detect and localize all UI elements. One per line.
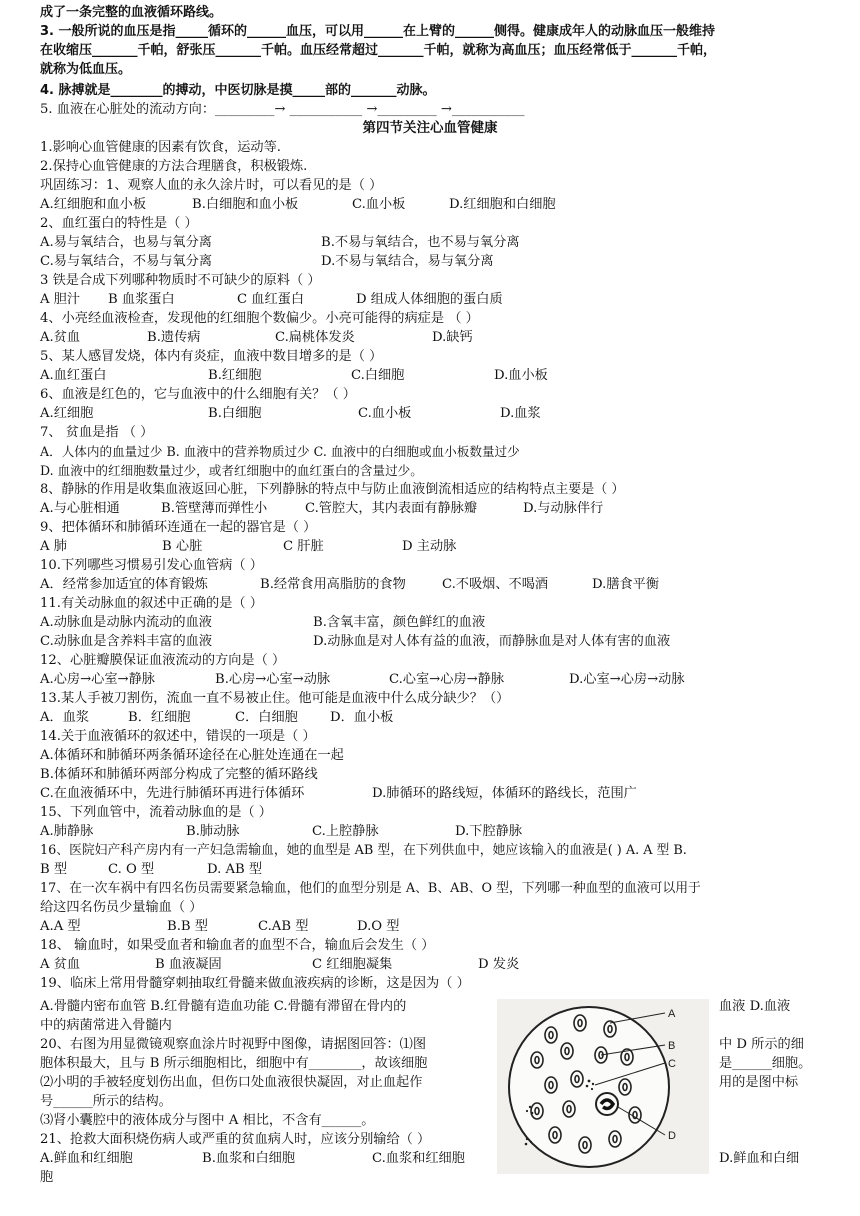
option-d: D.下腔静脉 xyxy=(455,824,523,839)
option-a: A．经常参加适宜的体育锻炼 xyxy=(40,577,208,592)
option-b: B.经常食用高脂肪的食物 xyxy=(260,577,406,592)
question-20-stem: 用的是图中标 xyxy=(719,1075,799,1090)
question-1-stem: 巩固练习：1、观察人血的永久涂片时，可以看见的是（ ） xyxy=(40,178,383,193)
question-19-options: A.骨髓内密布血管 B.红骨髓有造血功能 C.骨髓有滞留在骨内的 xyxy=(40,999,407,1014)
question-7-options: D. 血液中的红细胞数量过少，或者红细胞中的血红蛋白的含量过少。 xyxy=(40,463,423,478)
option-a: A.红细胞 xyxy=(40,406,94,421)
question-20-stem: 胞体积最大，且与 B 所示细胞相比，细胞中有________，故该细胞 xyxy=(40,1056,428,1071)
label-a: A xyxy=(668,1008,676,1020)
option-b: B.B 型 xyxy=(167,919,208,934)
option-a: A.易与氧结合，也易与氧分离 xyxy=(40,235,212,250)
question-20-stem: 号______所示的结构。 xyxy=(40,1094,172,1109)
option-c: C.血小板 xyxy=(358,406,412,421)
option-d: D 主动脉 xyxy=(402,539,457,554)
question-17-stem: 给这四名伤员少量输血（ ） xyxy=(40,900,203,915)
option-a: A 胆汁 xyxy=(40,292,81,307)
option-d: D.血小板 xyxy=(494,368,548,383)
option-d: D.心室→心房→动脉 xyxy=(569,672,685,687)
question-20-stem: 是______细胞。 xyxy=(719,1056,812,1071)
option-b: B.白细胞 xyxy=(208,406,262,421)
question-8-stem: 8、静脉的作用是收集血液返回心脏，下列静脉的特点中与防止血液倒流相适应的结构特点主要是（ ） xyxy=(40,482,625,497)
question-7-options: A．人体内的血量过少 B. 血液中的营养物质过少 C. 血液中的白细胞或血小板数量过少 xyxy=(40,444,520,459)
option-d: D.不易与氧结合，易与氧分离 xyxy=(321,254,494,269)
question-20-stem: ⑵小明的手被轻度划伤出血，但伤口处血液很快凝固，对止血起作 xyxy=(40,1075,423,1090)
option-c: C 红细胞凝集 xyxy=(312,957,393,972)
option-b: B.管壁薄而弹性小 xyxy=(161,501,268,516)
question-19-stem: 19、临床上常用骨髓穿刺抽取红骨髓来做血液疾病的诊断，这是因为（ ） xyxy=(40,976,470,991)
option-b: B 型 xyxy=(40,862,68,877)
option-d: D.与动脉伴行 xyxy=(523,501,604,516)
option-b: B.心房→心室→动脉 xyxy=(215,672,331,687)
label-b: B xyxy=(668,1040,676,1052)
option-c: C 肝脏 xyxy=(283,539,324,554)
option-a: A.动脉血是动脉内流动的血液 xyxy=(40,615,212,630)
question-3-line: 3. 一般所说的血压是指_____循环的______血压，可以用______在上臂的______侧得。健康成年人的动脉血压一般维持 xyxy=(40,24,716,39)
question-3-stem: 3 铁是合成下列哪种物质时不可缺少的原料（ ） xyxy=(40,273,321,288)
question-13-stem: 13.某人手被刀割伤，流血一直不易被止住。他可能是血液中什么成分缺少？（） xyxy=(40,691,510,706)
question-3-line: 在收缩压_______千帕，舒张压_______千帕。血压经常超过_______千帕，就称为高血压；血压经常低于_______千帕， xyxy=(40,43,717,58)
option-b: B.不易与氧结合，也不易与氧分离 xyxy=(321,235,520,250)
label-d: D xyxy=(668,1130,676,1142)
question-3-line: 就称为低血压。 xyxy=(40,62,132,77)
question-11-stem: 11.有关动脉血的叙述中正确的是（ ） xyxy=(40,596,263,611)
option-d: D.血浆 xyxy=(500,406,541,421)
question-19-options: 血液 D.血液 xyxy=(719,999,791,1014)
option-a: A．血浆 xyxy=(40,710,90,725)
option-b: B.体循环和肺循环两部分构成了完整的循环路线 xyxy=(40,767,318,782)
option-d: D．血小板 xyxy=(330,710,394,725)
option-a: A 肺 xyxy=(40,539,67,554)
option-d: D.鲜血和白细 xyxy=(719,1151,800,1166)
option-a: A.与心脏相通 xyxy=(40,501,120,516)
question-16-stem: 16、医院妇产科产房内有一产妇急需输血，她的血型是 AB 型，在下列供血中，她应该输入的血液是( ) A. A 型 B. xyxy=(40,843,687,858)
question-5-line: 5. 血液在心脏处的流动方向：_________→ ___________ →_________ →___________ xyxy=(40,102,525,117)
question-18-stem: 18、 输血时，如果受血者和输血者的血型不合，输血后会发生（ ） xyxy=(40,938,435,953)
option-c: C.动脉血是含养料丰富的血液 xyxy=(40,634,213,649)
question-20-stem: 中 D 所示的细 xyxy=(719,1037,804,1052)
option-a: A.A 型 xyxy=(40,919,81,934)
question-4-line: 4. 脉搏就是________的搏动，中医切脉是摸_____部的_______动脉。 xyxy=(40,83,436,98)
question-5-stem: 5、某人感冒发烧，体内有炎症，血液中数目增多的是（ ） xyxy=(40,349,383,364)
option-a: A 贫血 xyxy=(40,957,81,972)
option-b: B．红细胞 xyxy=(128,710,191,725)
question-21-stem: 21、抢救大面积烧伤病人或严重的贫血病人时，应该分别输给（ ） xyxy=(40,1132,431,1147)
option-d: D.红细胞和白细胞 xyxy=(449,197,556,212)
option-d: D.动脉血是对人体有益的血液，而静脉血是对人体有害的血液 xyxy=(313,634,671,649)
option-d-cont: 胞 xyxy=(40,1170,54,1185)
option-a: A.鲜血和红细胞 xyxy=(40,1151,133,1166)
option-b: B.血浆和白细胞 xyxy=(202,1151,296,1166)
blood-smear-diagram xyxy=(497,999,709,1174)
option-c: C.扁桃体发炎 xyxy=(275,330,355,345)
option-b: B.红细胞 xyxy=(208,368,262,383)
option-d: D 发炎 xyxy=(478,957,520,972)
option-d: D.O 型 xyxy=(357,919,400,934)
question-9-stem: 9、把体循环和肺循环连通在一起的器官是（ ） xyxy=(40,520,317,535)
option-b: B 血液凝固 xyxy=(155,957,222,972)
option-b: B.白细胞和血小板 xyxy=(192,197,299,212)
text-line: 成了一条完整的血液循环路线。 xyxy=(40,5,223,20)
question-20-stem: 20、右图为用显微镜观察血涂片时视野中图像，请据图回答：⑴图 xyxy=(40,1037,427,1052)
option-d: D.缺钙 xyxy=(432,330,473,345)
label-c: C xyxy=(668,1058,676,1070)
option-c: C.管腔大，其内表面有静脉瓣 xyxy=(305,501,478,516)
option-c: C.AB 型 xyxy=(258,919,309,934)
question-6-stem: 6、血液是红色的，它与血液中的什么细胞有关？（ ） xyxy=(40,387,356,402)
option-c: C.在血液循环中，先进行肺循环再进行体循环 xyxy=(40,786,305,801)
option-b: B.肺动脉 xyxy=(186,824,240,839)
question-20-stem: ⑶肾小囊腔中的液体成分与图中 A 相比，不含有______。 xyxy=(40,1113,375,1128)
option-b: B.遗传病 xyxy=(147,330,201,345)
option-a: A.贫血 xyxy=(40,330,81,345)
question-14-stem: 14.关于血液循环的叙述中，错误的一项是（ ） xyxy=(40,729,316,744)
question-15-stem: 15、下列血管中，流着动脉血的是（ ） xyxy=(40,805,272,820)
option-a: A.红细胞和血小板 xyxy=(40,197,147,212)
microscope-field xyxy=(509,1007,669,1167)
option-a: A.血红蛋白 xyxy=(40,368,107,383)
question-19-options: 中的病菌常进入骨髓内 xyxy=(40,1018,172,1033)
option-c: C. O 型 xyxy=(108,862,155,877)
option-c: C.血小板 xyxy=(352,197,406,212)
section-title: 第四节关注心血管健康 xyxy=(362,120,498,136)
option-c: C.血浆和红细胞 xyxy=(372,1151,465,1166)
option-c: C.不吸烟、不喝酒 xyxy=(442,577,549,592)
option-c: C 血红蛋白 xyxy=(237,292,305,307)
option-d: D.膳食平衡 xyxy=(592,577,660,592)
option-a: A.体循环和肺循环两条循环途径在心脏处连通在一起 xyxy=(40,748,344,763)
question-7-stem: 7、 贫血是指 （ ） xyxy=(40,425,154,440)
option-a: A.心房→心室→静脉 xyxy=(40,672,155,687)
option-b: B 血浆蛋白 xyxy=(108,292,175,307)
question-10-stem: 10.下列哪些习惯易引发心血管病（ ） xyxy=(40,558,263,573)
note-line: 1.影响心血管健康的因素有饮食，运动等. xyxy=(40,140,281,155)
question-12-stem: 12、心脏瓣膜保证血液流动的方向是（ ） xyxy=(40,653,286,668)
question-17-stem: 17、在一次车祸中有四名伤员需要紧急输血，他们的血型分别是 A、B、AB、O 型，下列哪一种血型的血液可以用于 xyxy=(40,881,701,896)
question-2-stem: 2、血红蛋白的特性是（ ） xyxy=(40,216,198,231)
option-c: C．白细胞 xyxy=(235,710,298,725)
option-a: A.肺静脉 xyxy=(40,824,94,839)
option-d: D.肺循环的路线短，体循环的路线长，范围广 xyxy=(372,786,637,801)
option-c: C.易与氧结合，不易与氧分离 xyxy=(40,254,213,269)
note-line: 2.保持心血管健康的方法合理膳食，积极锻炼. xyxy=(40,159,308,174)
option-c: C.上腔静脉 xyxy=(312,824,379,839)
question-4-stem: 4、小亮经血液检查，发现他的红细胞个数偏少。小亮可能得的病症是 （ ） xyxy=(40,311,479,326)
option-b: B.含氧丰富，颜色鲜红的血液 xyxy=(313,615,486,630)
option-d: D. AB 型 xyxy=(207,862,263,877)
option-c: C.白细胞 xyxy=(351,368,405,383)
option-b: B 心脏 xyxy=(162,539,203,554)
option-c: C.心室→心房→静脉 xyxy=(389,672,505,687)
option-d: D 组成人体细胞的蛋白质 xyxy=(356,292,503,307)
blood-smear-figure xyxy=(497,999,709,1174)
